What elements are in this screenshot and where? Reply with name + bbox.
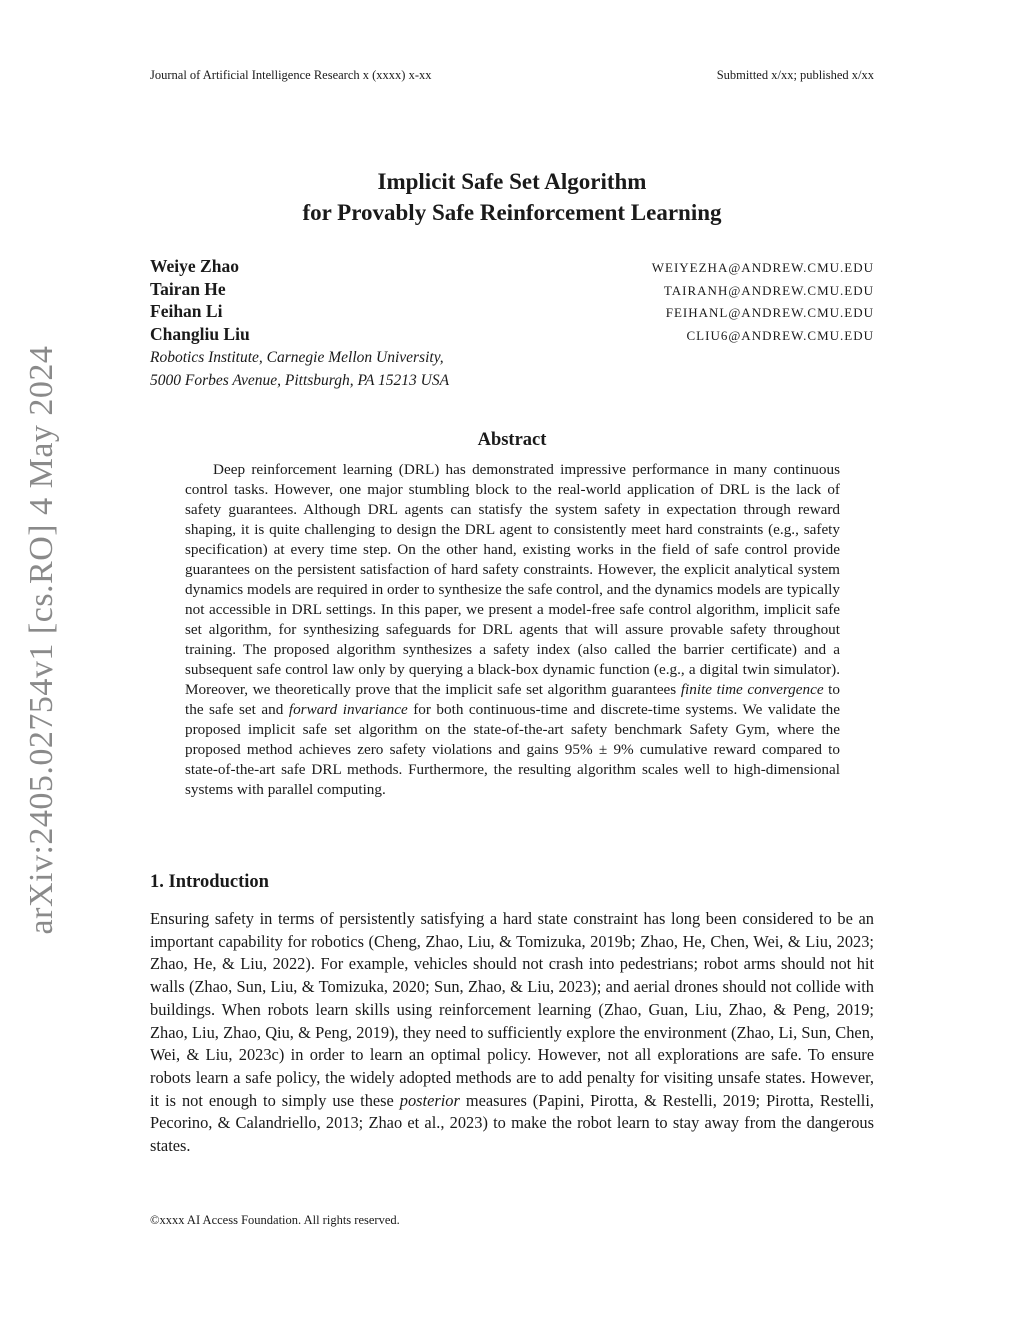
author-name: Tairan He <box>150 278 226 299</box>
author-row <box>150 279 874 302</box>
abstract-part-2: to the safe set and <box>185 681 840 718</box>
running-header <box>150 68 874 83</box>
author-name: Feihan Li <box>150 301 223 321</box>
author-email: CLIU6@ANDREW.CMU.EDU <box>686 327 874 343</box>
intro-emphasis-1: posterior <box>399 1090 460 1110</box>
title-line-2: for Provably Safe Reinforcement Learning <box>302 200 722 225</box>
author-name: Weiye Zhao <box>150 256 239 276</box>
abstract-heading: Abstract <box>477 430 547 450</box>
abstract-text <box>185 460 840 800</box>
introduction-paragraph <box>150 908 874 1158</box>
abstract-part-1: Deep reinforcement learning (DRL) has demonstrated impressive performance in many continuous control tasks. However, one major stumbling block to the real-world application of DRL is the lack of safety guarantees. Although DRL agents can statisfy the system safety in expectation through reward shaping, it is quite challenging to design the DRL agent to consistently meet hard constraints (e.g., safety specification) at every time step. On the other hand, existing works in the field of safe control provide guarantees on the persistent satisfaction of hard safety constraints. However, the explicit analytical system dynamics models are required in order to synthesize the safe control, and the dynamics models are typically not accessible in DRL settings. In this paper, we present a model-free safe control algorithm, implicit safe set algorithm, for synthesizing safeguards for DRL agents that will assure provable safety throughout training. The proposed algorithm synthesizes a safety index (also called the barrier certificate) and a subsequent safe control law only by querying a black-box dynamic function (e.g., a digital twin simulator). Moreover, we theoretically prove that the implicit safe set algorithm guarantees <box>185 461 840 698</box>
author-row <box>150 324 874 347</box>
title-line-1: Implicit Safe Set Algorithm <box>377 169 647 194</box>
author-email: FEIHANL@ANDREW.CMU.EDU <box>665 305 874 320</box>
intro-part-2: measures (Papini, Pirotta, & Restelli, 2019; Pirotta, Restelli, Pecorino, & Calandriello, 2013; Zhao et al., 2023) to make the robot learn to stay away from the dangerous states. <box>150 1090 874 1156</box>
abstract-emphasis-2: forward invariance <box>288 701 408 718</box>
author-email: WEIYEZHA@ANDREW.CMU.EDU <box>651 260 874 275</box>
section-heading-introduction: 1. Introduction <box>150 872 269 892</box>
arxiv-stamp: arXiv:2405.02754v1 [cs.RO] 4 May 2024 <box>23 345 60 935</box>
abstract-part-3: for both continuous-time and discrete-time systems. We validate the proposed implicit safe set algorithm on the state-of-the-art safety benchmark Safety Gym, where the proposed method achieves zero safety violations and gains 95% ± 9% cumulative reward compared to state-of-the-art safe DRL methods. Furthermore, the resulting algorithm scales well to high-dimensional systems with parallel computing. <box>185 701 840 798</box>
affiliation-line-1: Robotics Institute, Carnegie Mellon University, <box>150 349 444 366</box>
author-row <box>150 301 874 324</box>
author-row <box>150 256 874 279</box>
paper-title <box>150 166 874 228</box>
author-block <box>150 256 874 392</box>
submission-info: Submitted x/xx; published x/xx <box>716 68 874 82</box>
journal-name: Journal of Artificial Intelligence Research x (xxxx) x-xx <box>150 68 432 82</box>
author-name: Changliu Liu <box>150 323 250 344</box>
affiliation-line-2: 5000 Forbes Avenue, Pittsburgh, PA 15213 USA <box>150 372 450 389</box>
copyright-footer: ©xxxx AI Access Foundation. All rights reserved. <box>150 1213 400 1227</box>
intro-part-1: Ensuring safety in terms of persistently satisfying a hard state constraint has long been considered to be an important capability for robotics (Cheng, Zhao, Liu, & Tomizuka, 2019b; Zhao, He, Chen, Wei, & Liu, 2023; Zhao, He, & Liu, 2022). For example, vehicles should not crash into pedestrians; robot arms should not hit walls (Zhao, Sun, Liu, & Tomizuka, 2020; Sun, Zhao, & Liu, 2023); and aerial drones should not collide with buildings. When robots learn skills using reinforcement learning (Zhao, Guan, Liu, Zhao, & Peng, 2019; Zhao, Liu, Zhao, Qiu, & Peng, 2019), they need to sufficiently explore the environment (Zhao, Li, Sun, Chen, Wei, & Liu, 2023c) in order to learn an optimal policy. However, not all explorations are safe. To ensure robots learn a safe policy, the widely adopted methods are to add penalty for visiting unsafe states. However, it is not enough to simply use these <box>150 909 874 1110</box>
abstract-emphasis-1: finite time convergence <box>680 681 824 698</box>
author-email: TAIRANH@ANDREW.CMU.EDU <box>663 282 874 298</box>
